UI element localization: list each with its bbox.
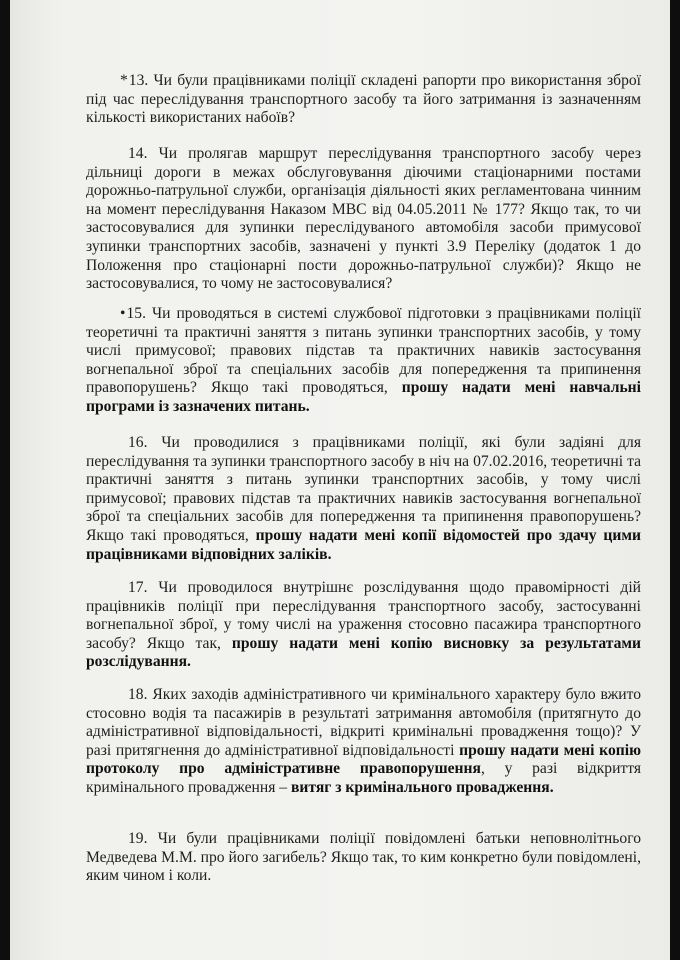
request-text: прошу надати мені копію протоколу про адміністративне правопорушення xyxy=(86,741,641,778)
question-19 xyxy=(86,830,641,886)
question-16 xyxy=(86,434,641,564)
question-13 xyxy=(86,72,641,128)
question-18 xyxy=(86,686,641,798)
question-text: 15. Чи проводяться в системі службової підготовки з працівниками поліції теоретичні та практичні заняття з питань зупинки транспортних засобів, у тому числі примусової; правових підстав та практичних навиків застосування вогнепальної зброї та спеціальних засобів для попередження та припинення правопорушень? Якщо такі проводяться, xyxy=(86,305,641,397)
request-text: витяг з кримінального провадження. xyxy=(290,778,554,796)
document-page xyxy=(10,0,670,960)
question-text: 17. Чи проводилося внутрішнє розслідування щодо правомірності дій працівників поліції при переслідування транспортного засобу, застосуванні вогнепальної зброї, у тому числі на ураження стосовно пасажира транспортного засобу? Якщо так, xyxy=(86,579,641,652)
request-text: прошу надати мені копії відомостей про здачу цими працівниками відповідних заліків. xyxy=(86,526,641,563)
question-15 xyxy=(86,305,641,417)
margin-mark: • xyxy=(120,305,126,322)
question-text: 16. Чи проводилися з працівниками поліції, які були задіяні для переслідування та зупинки транспортного засобу в ніч на 07.02.2016, теоретичні та практичні заняття з питань зупинки транспортних засобів, у тому числі примусової; правових підстав та практичних навиків застосування вогнепальної зброї та спеціальних засобів для попередження та припинення правопорушень? Якщо такі проводяться, xyxy=(86,434,641,544)
question-17 xyxy=(86,579,641,672)
question-text: 13. Чи були працівниками поліції складені рапорти про використання зброї під час переслідування транспортного засобу та його затримання із зазначенням кількості використаних набоїв? xyxy=(86,72,641,127)
question-14 xyxy=(86,145,641,294)
question-text: 19. Чи були працівниками поліції повідомлені батьки неповнолітнього Медведева М.М. про його загибель? Якщо так, то ким конкретно були повідомлені, яким чином і коли. xyxy=(86,830,641,885)
question-text: , у разі відкриття кримінального провадження – xyxy=(86,760,642,796)
question-text: 14. Чи пролягав маршрут переслідування транспортного засобу через дільниці дороги в межах обслуговування діючими стаціонарними постами дорожньо-патрульної служби, організація діяльності яких регламентована чинним на момент переслідування Наказом МВС від 04.05.2011 № 177? Якщо так, то чи застосовувалися для зупинки переслідуваного автомобіля засоби примусової зупинки транспортних засобів, зазначені у пункті 3.9 Переліку (додаток 1 до Положення про стаціонарні пости дорожньо-патрульної служби)? Якщо не застосовувалися, то чому не застосовувалися? xyxy=(86,145,641,293)
question-text: 18. Яких заходів адміністративного чи кримінального характеру було вжито стосовно водія та пасажирів в результаті затримання автомобіля (притягнуто до адміністративної відповідальності, відкриті кримінальні провадження тощо)? У разі притягнення до адміністративної відповідальності xyxy=(86,686,641,759)
margin-mark: * xyxy=(120,72,128,89)
request-text: прошу надати мені навчальні програми із зазначених питань. xyxy=(86,379,642,415)
request-text: прошу надати мені копію висновку за результатами розслідування. xyxy=(86,634,641,671)
